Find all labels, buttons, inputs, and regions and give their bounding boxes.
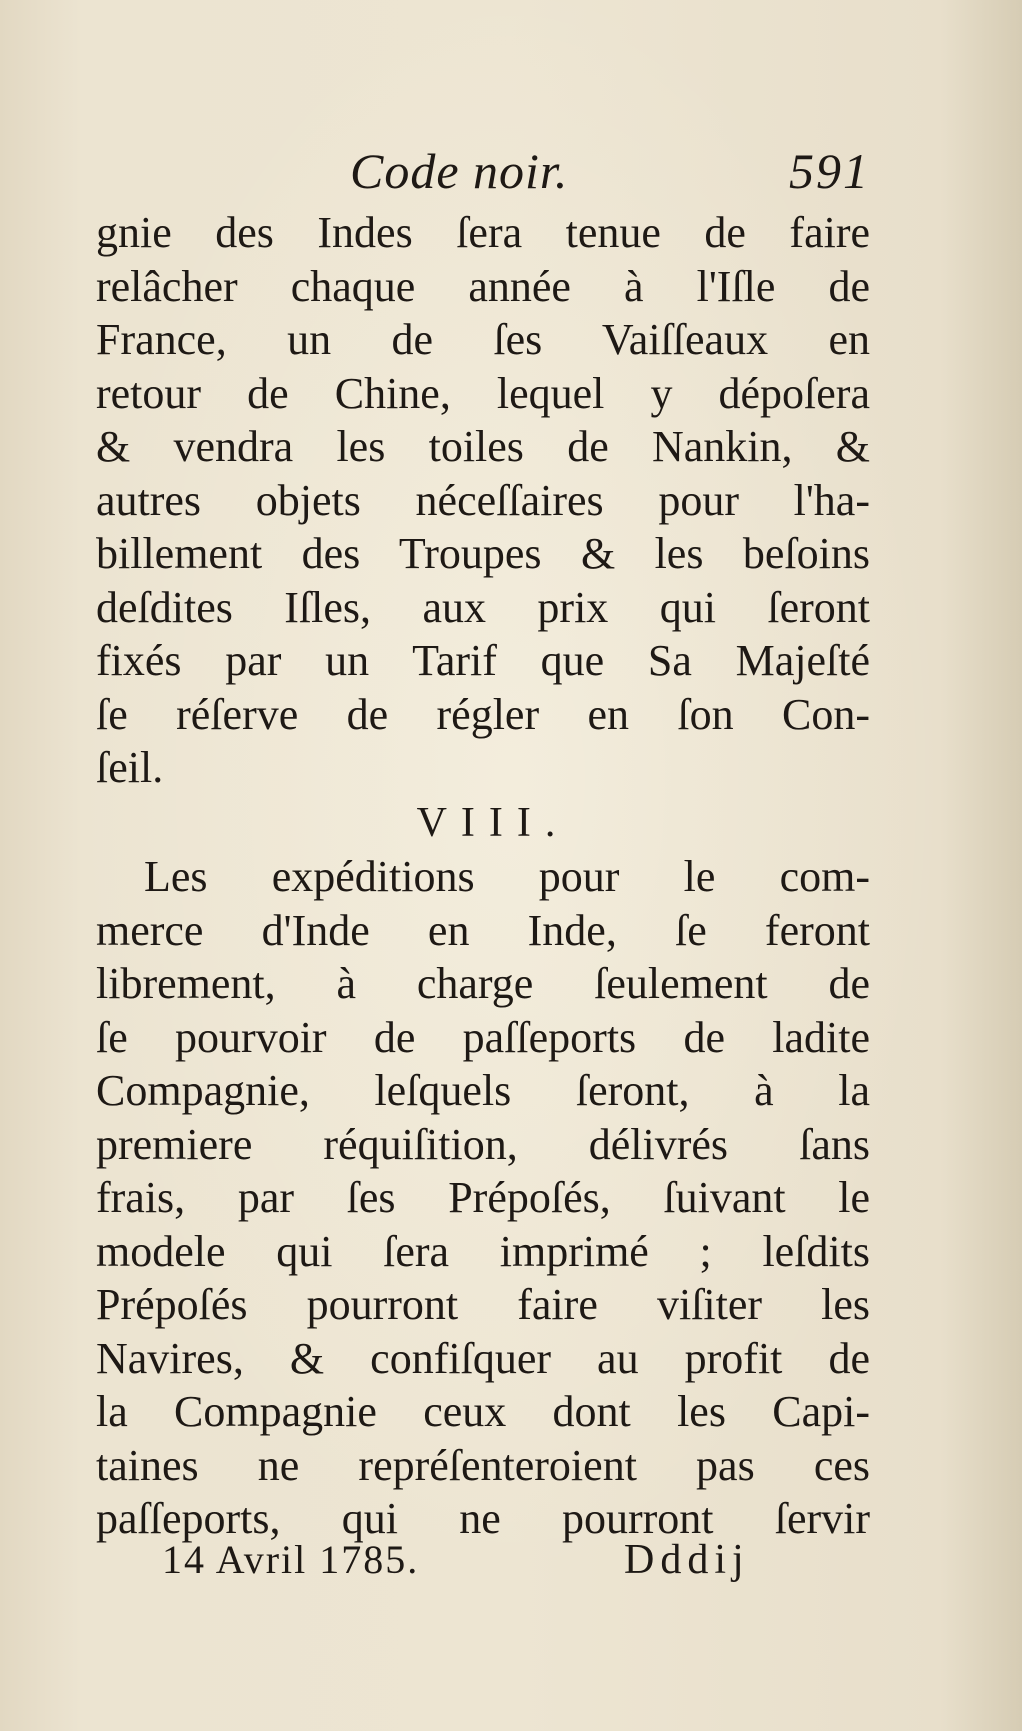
page-number: 591 <box>789 143 870 199</box>
text-line: billement des Troupes & les beſoins <box>96 529 870 578</box>
page-footer <box>162 1536 802 1592</box>
text-line: Prépoſés pourront faire viſiter les <box>96 1280 870 1329</box>
footer-date: 14 Avril 1785. <box>162 1537 420 1582</box>
page-header <box>350 142 910 202</box>
text-line: retour de Chine, lequel y dépoſera <box>96 368 870 418</box>
paragraph-2 <box>96 850 870 1546</box>
signature-mark: Dddij <box>624 1537 750 1583</box>
running-title: Code noir. <box>350 143 569 199</box>
text-line: frais, par ſes Prépoſés, ſuivant le <box>96 1173 870 1222</box>
text-line: ſeil. <box>96 743 164 792</box>
text-line: gnie des Indes ſera tenue de faire <box>96 208 870 257</box>
text-line: merce d'Inde en Inde, ſe feront <box>96 905 870 955</box>
text-line: ſe réſerve de régler en ſon Con- <box>96 689 870 739</box>
text-line: taines ne repréſenteroient pas ces <box>96 1440 870 1490</box>
text-line: fixés par un Tarif que Sa Majeſté <box>96 636 870 685</box>
paragraph-1 <box>96 206 870 795</box>
text-line: deſdites Iſles, aux prix qui ſeront <box>96 582 870 632</box>
text-line: autres objets néceſſaires pour l'ha- <box>96 475 870 525</box>
text-line: ſe pourvoir de paſſeports de ladite <box>96 1012 870 1062</box>
text-line: premiere réquiſition, délivrés ſans <box>96 1119 870 1169</box>
text-line: la Compagnie ceux dont les Capi- <box>96 1387 870 1436</box>
text-line: & vendra les toiles de Nankin, & <box>96 422 870 471</box>
text-line: Compagnie, leſquels ſeront, à la <box>96 1066 870 1115</box>
text-line: librement, à charge ſeulement de <box>96 959 870 1008</box>
section-heading: VIII. <box>416 799 570 846</box>
text-line: modele qui ſera imprimé ; leſdits <box>96 1226 870 1276</box>
text-line: France, un de ſes Vaiſſeaux en <box>96 315 870 364</box>
text-line: relâcher chaque année à l'Iſle de <box>96 261 870 311</box>
text-line: paſſeports, qui ne pourront ſervir <box>96 1494 870 1543</box>
text-line: Navires, & confiſquer au profit de <box>96 1333 870 1383</box>
body-text <box>96 206 870 1546</box>
text-line: Les expéditions pour le com- <box>144 852 870 901</box>
